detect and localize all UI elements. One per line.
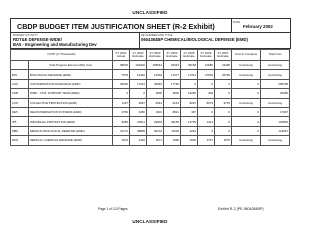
column-header: FY 2007 Estimate	[215, 50, 232, 61]
cost-cell: 3997	[130, 98, 147, 107]
table-row	[11, 79, 290, 88]
cost-cell: 0	[198, 79, 215, 88]
cost-cell: 35168	[181, 61, 198, 70]
cost-cell: 14669	[147, 70, 164, 79]
table-row	[11, 70, 290, 79]
cost-cell: Continuing	[232, 61, 261, 70]
table-row	[11, 107, 290, 116]
project-code: CO5	[11, 98, 29, 107]
cost-cell: 17313	[181, 70, 198, 79]
cost-table	[10, 49, 290, 146]
cost-cell: 2249	[181, 126, 198, 135]
cost-cell: 0	[198, 126, 215, 135]
budget-activity-cell	[11, 32, 140, 48]
date-value: February 2002	[243, 24, 273, 29]
budget-activity-line: BA5 - Engineering and Manufacturing Dev	[13, 41, 97, 47]
cost-cell: 0	[232, 126, 261, 135]
pe-cell	[139, 32, 290, 48]
project-name: INDIVIDUAL PROTECTION (EMD)	[29, 117, 113, 126]
project-code: MC5	[11, 136, 29, 145]
cost-cell: 0	[215, 107, 232, 116]
exhibit-header	[10, 18, 291, 49]
cost-cell: 48889	[130, 126, 147, 135]
table-row	[11, 117, 290, 126]
cost-cell: 1571	[147, 136, 164, 145]
column-header: Cost to Complete	[232, 50, 261, 61]
cost-cell: 163302	[130, 61, 147, 70]
table-header-row	[11, 50, 290, 61]
column-header: FY 2006 Estimate	[198, 50, 215, 61]
page-number: Page 1 of 113 Pages	[98, 207, 128, 211]
project-name: Total Program Element (PE) Cost	[29, 61, 113, 70]
cost-cell: 17977	[164, 70, 181, 79]
cost-cell: 1137	[113, 98, 130, 107]
cost-cell: 10680	[198, 61, 215, 70]
pe-title: 0604384BP CHEMICAL/BIOLOGICAL DEFENSE (EMD)	[141, 37, 248, 42]
project-name: WMD - CIVIL SUPPORT TEAM (EMD)	[29, 89, 113, 98]
cost-cell: 0	[232, 79, 261, 88]
exhibit-number: Exhibit R-2 (PE 0604384BP)	[218, 207, 264, 211]
title-cell	[11, 19, 232, 33]
column-header: FY 2004 Estimate	[164, 50, 181, 61]
cost-cell: 397	[181, 107, 198, 116]
pe-label: PE NUMBER AND TITLE	[141, 33, 173, 37]
table-row	[11, 89, 290, 98]
date-cell	[231, 19, 290, 33]
cost-cell: 0	[198, 107, 215, 116]
cost-cell: 91543	[164, 61, 181, 70]
cost-cell: 14280	[181, 89, 198, 98]
cost-cell: 0	[215, 89, 232, 98]
project-name: CONTAMINATION AVOIDANCE (EMD)	[29, 79, 113, 88]
project-code: BJ5	[11, 70, 29, 79]
cost-cell: 69716	[147, 126, 164, 135]
cost-cell: 286788	[261, 79, 290, 88]
cost-cell: 1575	[215, 136, 232, 145]
table-row	[11, 126, 290, 135]
cost-cell: Continuing	[261, 136, 290, 145]
cost-cell: 8821	[164, 107, 181, 116]
project-name: MEDICAL CHEMICAL DEFENSE (EMD)	[29, 136, 113, 145]
cost-cell: 17007	[261, 107, 290, 116]
cost-cell: 31772	[113, 126, 130, 135]
project-code: IP5	[11, 117, 29, 126]
cost-cell: 12795	[181, 117, 198, 126]
cost-cell: 8297	[181, 98, 198, 107]
budget-activity-label: BUDGET ACTIVITY	[13, 33, 38, 37]
project-code: MB5	[11, 126, 29, 135]
cost-cell: 1601	[147, 107, 164, 116]
cost-cell: 35795	[215, 70, 232, 79]
cost-cell: 8285	[113, 117, 130, 126]
cost-cell: 0	[130, 89, 147, 98]
project-code: CM5	[11, 89, 29, 98]
cost-cell: 0	[215, 79, 232, 88]
cost-cell: 3800	[164, 89, 181, 98]
cost-cell: 1413	[198, 117, 215, 126]
appropriation-line: RDT&E DEFENSE-WIDE/	[13, 36, 62, 42]
cost-cell: Continuing	[261, 61, 290, 70]
column-header: FY 2003 Estimate	[147, 50, 164, 61]
date-label: DATE	[233, 20, 241, 24]
cost-cell: 9715	[215, 98, 232, 107]
cost-cell: 1800	[147, 89, 164, 98]
column-header: FY 2002 Estimate	[130, 50, 147, 61]
cost-cell: Continuing	[232, 136, 261, 145]
cost-cell: 0	[215, 126, 232, 135]
table-row	[11, 61, 290, 70]
cost-cell: 98636	[113, 61, 130, 70]
cost-cell: 0	[232, 89, 261, 98]
cost-cell: 20511	[130, 117, 147, 126]
table-row	[11, 136, 290, 145]
cost-cell: 12462	[130, 70, 147, 79]
classification-top: UNCLASSIFIED	[132, 10, 168, 15]
cost-cell: 130854	[261, 117, 290, 126]
project-name: MEDICAL BIOLOGICAL DEFENSE (EMD)	[29, 126, 113, 135]
cost-cell: 8279	[198, 98, 215, 107]
column-header: COST (In Thousands)	[11, 50, 113, 61]
cost-cell: 17750	[164, 79, 181, 88]
cost-cell: 3760	[113, 107, 130, 116]
project-code	[11, 61, 29, 70]
cost-cell: 400	[198, 89, 215, 98]
cost-cell: 27532	[198, 70, 215, 79]
classification-bottom: UNCLASSIFIED	[132, 219, 168, 224]
column-header: FY 2005 Estimate	[181, 50, 198, 61]
project-code: DE5	[11, 107, 29, 116]
project-name: COLLECTIVE PROTECTION (EMD)	[29, 98, 113, 107]
document-title: CBDP BUDGET ITEM JUSTIFICATION SHEET (R-2 Exhibit)	[17, 22, 215, 31]
cost-cell: 36026	[113, 79, 130, 88]
cost-cell: 0	[113, 89, 130, 98]
project-code: CA5	[11, 79, 29, 88]
cost-cell: Continuing	[232, 98, 261, 107]
cost-cell: 1990	[164, 136, 181, 145]
cost-cell: 0	[232, 107, 261, 116]
cost-cell: 1432	[130, 136, 147, 145]
cost-cell: 20280	[261, 89, 290, 98]
cost-cell: 22495	[215, 61, 232, 70]
table-row	[11, 98, 290, 107]
cost-cell: Continuing	[261, 98, 290, 107]
cost-cell: Continuing	[232, 70, 261, 79]
project-name: DECONTAMINATION SYSTEMS (EMD)	[29, 107, 113, 116]
column-header: Total Cost	[261, 50, 290, 61]
cost-cell: 0	[215, 117, 232, 126]
cost-cell: 1606	[181, 136, 198, 145]
cost-cell: 168661	[147, 61, 164, 70]
cost-cell: 71421	[130, 79, 147, 88]
cost-cell: 11635	[164, 126, 181, 135]
cost-cell: 1076	[113, 136, 130, 145]
cost-cell: 29904	[147, 117, 164, 126]
project-name: BIOLOGICAL DEFENSE (EMD)	[29, 70, 113, 79]
cost-cell: 35364	[147, 79, 164, 88]
cost-cell: 2450	[130, 107, 147, 116]
cost-cell: 9143	[164, 98, 181, 107]
cost-cell: 7578	[113, 70, 130, 79]
cost-cell: 1757	[198, 136, 215, 145]
cost-cell: 6391	[147, 98, 164, 107]
cost-cell: 0	[232, 117, 261, 126]
cost-cell: 123357	[261, 126, 290, 135]
column-header: FY 2001 Actual	[113, 50, 130, 61]
cost-cell: 36155	[164, 117, 181, 126]
cost-cell: 0	[181, 79, 198, 88]
cost-cell: Continuing	[261, 70, 290, 79]
